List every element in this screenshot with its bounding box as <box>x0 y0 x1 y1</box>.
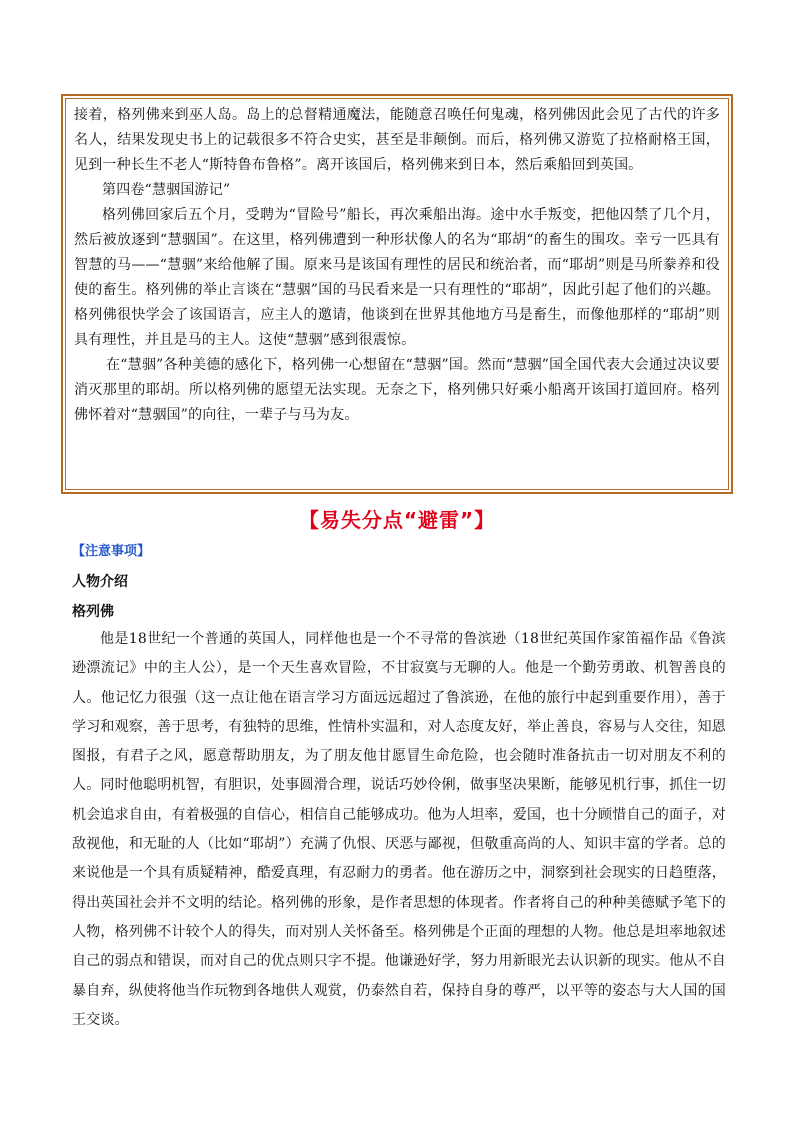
box-paragraph-2: 第四卷“慧骃国游记” <box>102 182 231 198</box>
heading-character-intro: 人物介绍 <box>72 574 128 590</box>
box-paragraph-4: 在“慧骃”各种美德的感化下，格列佛一心想留在“慧骃”国。然而“慧骃”国全国代表大会通过决议要消灭那里的耶胡。所以格列佛的愿望无法实现。无奈之下，格列佛只好乘小船离开该国打道回府。格列佛怀着对“慧骃国”的向往，一辈子与马为友。 <box>74 357 720 423</box>
box-paragraph-3: 格列佛回家后五个月，受聘为“冒险号”船长，再次乘船出海。途中水手叛变，把他囚禁了几个月，然后被放逐到“慧骃国”。在这里，格列佛遭到一种形状像人的名为“耶胡“的畜生的围攻。幸亏一匹具有智慧的马——“慧骃”来给他解了围。原来马是该国有理性的居民和统治者，而“耶胡”则是马所豢养和役使的畜生。格列佛的举止言谈在“慧骃”国的马民看来是一只有理性的“耶胡”，因此引起了他们的兴趣。格列佛很快学会了该国语言，应主人的邀请，他谈到在世界其他地方马是畜生，而像他那样的“耶胡”则具有理性，并且是马的主人。这使“慧骃”感到很震惊。 <box>74 207 720 348</box>
box-paragraph-1: 接着，格列佛来到巫人岛。岛上的总督精通魔法，能随意召唤任何鬼魂，格列佛因此会见了古代的许多名人，结果发现史书上的记载很多不符合史实，甚至是非颠倒。而后，格列佛又游览了拉格耐格王国，见到一种长生不老人“斯特鲁布鲁格”。离开该国后，格列佛来到日本，然后乘船回到英国。 <box>74 107 720 173</box>
section-title: 【易失分点“避雷”】 <box>298 508 496 532</box>
story-summary-inner <box>65 98 729 490</box>
story-summary-box <box>61 94 733 494</box>
note-label: 【注意事项】 <box>72 544 151 559</box>
body-paragraph: 他是18世纪一个普通的英国人，同样他也是一个不寻常的鲁滨逊（18世纪英国作家笛福作品《鲁滨逊漂流记》中的主人公），是一个天生喜欢冒险，不甘寂寞与无聊的人。他是一个勤劳勇敢、机智善良的人。他记忆力很强（这一点让他在语言学习方面远远超过了鲁滨逊，在他的旅行中起到重要作用），善于学习和观察，善于思考，有独特的思维，性情朴实温和，对人态度友好，举止善良，容易与人交往，知恩图报，有君子之风，愿意帮助朋友，为了朋友他甘愿冒生命危险，也会随时准备抗击一切对朋友不利的人。同时他聪明机智，有胆识，处事圆滑合理，说话巧妙伶俐，做事坚决果断，能够见机行事，抓住一切机会追求自由，有着极强的自信心，相信自己能够成功。他为人坦率，爱国，也十分顾惜自己的面子，对敌视他，和无耻的人（比如“耶胡”）充满了仇恨、厌恶与鄙视，但敬重高尚的人、知识丰富的学者。总的来说他是一个具有质疑精神，酷爱真理，有忍耐力的勇者。他在游历之中，洞察到社会现实的日趋堕落，得出英国社会并不文明的结论。格列佛的形象，是作者思想的体现者。作者将自己的种种美德赋予笔下的人物，格列佛不计较个人的得失，而对别人关怀备至。格列佛是个正面的理想的人物。他总是坦率地叙述自己的弱点和错误，而对自己的优点则只字不提。他谦逊好学，努力用新眼光去认识新的现实。他从不自暴自弃，纵使将他当作玩物到各地供人观赏，仍泰然自若，保持自身的尊严，以平等的姿态与大人国的国王交谈。 <box>72 631 726 1028</box>
character-description <box>72 625 726 1035</box>
heading-gulliver: 格列佛 <box>72 604 114 620</box>
